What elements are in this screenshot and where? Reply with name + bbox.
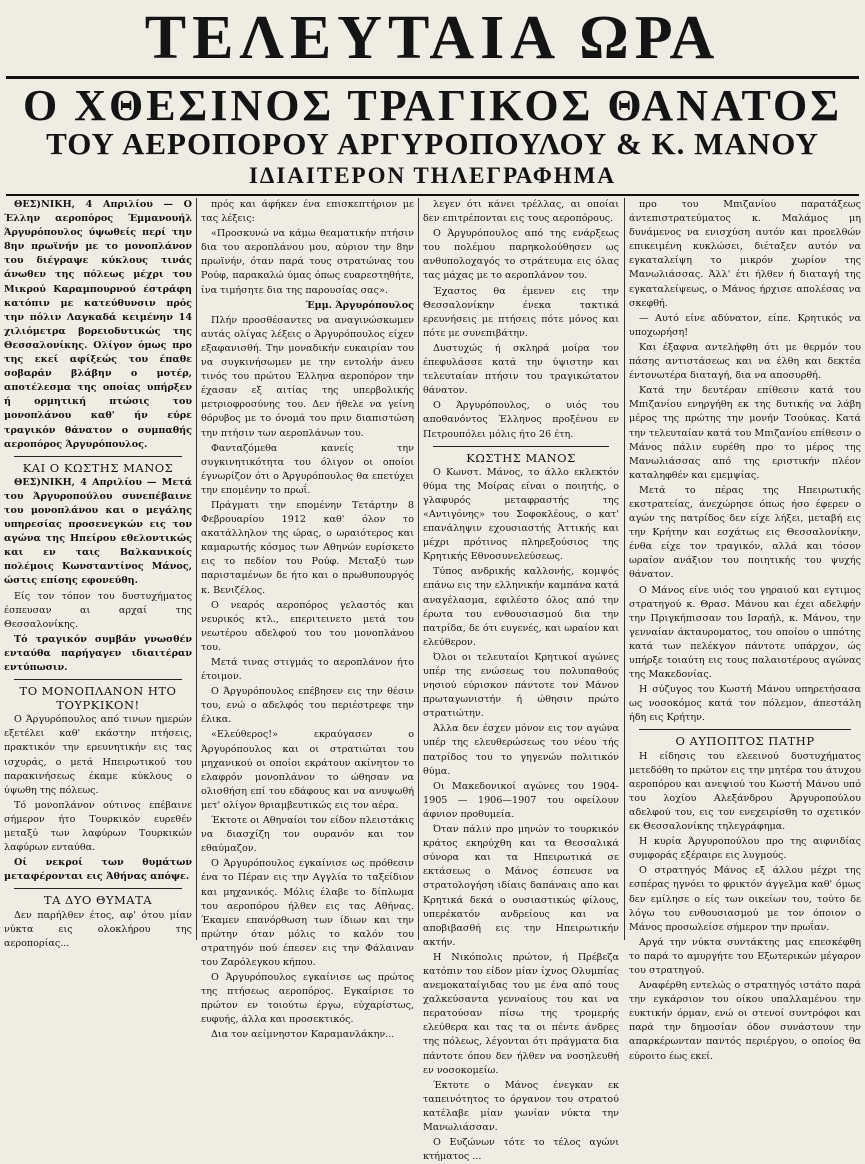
paragraph: Άλλα δεν έσχεν μόνον εις τον αγώνα υπέρ της ελευθερώσεως του νέου τής πατρίδος του το γηγενών πολιτικόν θύμα.	[423, 723, 619, 777]
paragraph: Δυστυχώς ή σκληρά μοίρα τον έπεφυλάσσε κατά την ύψιστην και τελευταίαν πτήσιν του τραγικώτατον θάνατον.	[423, 342, 619, 397]
paragraph: Οι Μακεδονικοί αγώνες του 1904-1905 — 1906—1907 του οφείλουν άφνιον προθυμεία.	[423, 780, 619, 820]
paragraph: Μετά τινας στιγμάς το αεροπλάνον ήτο έτοιμον.	[201, 657, 414, 683]
dispatch-2	[4, 476, 192, 589]
paragraph: Η σύζυγος του Κωστή Μάνου υπηρετήσασα ως νοσοκόμος κατά τον πόλεμον, άπεστάλη ήδη εις Κρήτην.	[629, 684, 861, 724]
paragraph: Ο Άργυρόπουλος από της ενάρξεως του πολέμου παρηκολούθησεν ως ανθυπολοχαγός το στράτευμα εις όλας τας μάχας με το αεροπλάνον του.	[423, 228, 619, 282]
paragraph: Έκτοτε οι Αθηναίοι τον είδον πλειστάκις να διασχίζη τον ουρανόν και τον εθαύμαζον.	[201, 815, 414, 855]
paragraph: Τό τραγικόν συμβάν γνωσθέν ενταύθα παρήγαγεν ιδιαιτέραν εντύπωσιν.	[4, 633, 192, 673]
paragraph: — Αυτό είνε αδύνατον, είπε. Κρητικός να υποχωρήση!	[629, 312, 861, 338]
column-rule	[196, 198, 197, 940]
paragraph: Είς τον τόπον του δυστυχήματος έσπευσαν αι αρχαί της Θεσσαλονίκης.	[4, 590, 192, 630]
dateline: ΘΕΣ)ΝΙΚΗ, 4 Απριλίου	[14, 199, 153, 210]
paragraph: Πράγματι την επομένην Τετάρτην 8 Φεβρουαρίου 1912 καθ' όλον το ακατάλληλον της ώρας, ο ωραιότερος και καμαρωτής κόσμος των Αθηνών ευρίσκετο εις το πεδίον του Ρούφ. Μεταξύ των παρισταμένων δε ήτο και ο πρωθυπουργός κ. Βενιζέλος.	[201, 499, 414, 596]
column-rule	[418, 198, 419, 940]
section-rule	[14, 456, 182, 457]
paragraph: προ του Μπιζανίου παρατάξεως άντεπιστρατεύματος κ. Μαλάμος μη δυνάμενος να ενισχύση αυτόν και προελθών επικειμένη κυκλώσει, διέταξεν αυτόν να εγκαταλείψη το μικρόν χωρίον της Μανωλιάσσας. Άλλ' έτι ήλθεν ή διαταγή της εγκαταλείψεως, ο Μάνος ήρχισε απολέσας να σκεφθή.	[629, 199, 861, 309]
paragraph: Και έξαφνα αντελήφθη ότι με θερμόν του πάσης αντιστάσεως και να έλθη και δεκτέα έντονωτέρα διαταγή, δια να αποσυρθή.	[629, 341, 861, 382]
headline-rule	[6, 194, 859, 196]
kicker: ΙΔΙΑΙΤΕΡΟΝ ΤΗΛΕΓΡΑΦΗΜΑ	[248, 163, 616, 188]
paragraph: Ο Κωνστ. Μάνος, το άλλο εκλεκτόν θύμα της Μοίρας είναι ο ποιητής, ο γλαφυρός μεταφραστής της «Αντιγόνης» του Σοφοκλέους, ο κατ' επανάληψιν εχουσιαστής Άττικής και μέχρι πρότινος πληρεξούσιος της Κρητικής Εθνοσυνελεύσεως.	[423, 466, 619, 563]
signature: Έμμ. Άργυρόπουλος	[305, 299, 414, 311]
paragraph: Φανταζόμεθα κανείς την συγκινητικότητα του όλιγον οι οποίοι έγνωρίζον ότι ο Άργυρόπουλος θα επετύχει την επομένην το πρωΐ.	[201, 442, 414, 496]
section-rule	[433, 446, 609, 447]
column-rule	[624, 198, 625, 940]
masthead: ΤΕΛΕΥΤΑΙΑ ΩΡΑ	[144, 4, 721, 72]
paragraph: Έχαστος θα έμενεν εις την Θεσσαλονίκην ένεκα τακτικά ερευνήσεις με πτήσεις πότε μόνος και πότε με συνεπιβάτην.	[423, 285, 619, 339]
paragraph: Οί νεκροί των θυμάτων μεταφέρονται εις Άθήνας απόψε.	[4, 857, 192, 883]
paragraph: Ο νεαρός αεροπόρος γελαστός και νευρικός κτλ., επεριτεινετο μετά του νεωτέρου αδελφού του του μονοπλάνου του.	[201, 599, 414, 653]
paragraph: Η κυρία Άργυροπούλου προ της αιφνιδίας συμφοράς εξέραιρε εις λυγμούς.	[629, 836, 861, 862]
paragraph: λεγεν ότι κάνει τρέλλας, αι οποίαι δεν επιτρέπονται εις τους αεροπόρους.	[423, 199, 619, 225]
paragraph: Ο Άργυρόπουλος εγκαίνισε ως πρώτος της πτήσεως αεροπόρος. Εγκαίρισε το πρώτον εν τοιούτω έργω, εύχαρίστως, ευφυής, άλλα και προσεκτικός.	[201, 972, 414, 1026]
paragraph: Δεν παρήλθεν έτος, αφ' ότου μίαν νύκτα εις ολοκλήρου της αεροπορίας...	[4, 909, 192, 949]
paragraph: Πλήν προσθέσαντες να αναγινώσκωμεν αυτάς ολίγας λέξεις ο Άργυρόπουλος είχεν εξαφανισθή. Την μοναδικήν ευκαιρίαν του να συγκινήσωμεν με την εντολήν άνευ τινός του πρώτου Έλληνα αεροπόρον την έχασαν εξ αιτίας της υπερβολικής μετριοφροσύνης του. Δεν ήθελε να γείνη θόρυβος με το όνομά του πριν διαπιστώση την πτήσιν των αεροπλάνων του.	[201, 314, 414, 439]
subhead-manos: ΚΑΙ Ο ΚΩΣΤΗΣ ΜΑΝΟΣ	[22, 460, 174, 475]
section-rule	[14, 888, 182, 889]
subheadline: ΤΟΥ ΑΕΡΟΠΟΡΟΥ ΑΡΓΥΡΟΠΟΥΛΟΥ & Κ. ΜΑΝΟΥ	[46, 126, 819, 161]
paragraph: Η Νικόπολις πρώτον, ή Πρέβεζα κατόπιν του είδον μίαν ίχνος Ολυμπίας ανεμοκαταίγιδας του με ένα από τους χαλκεύσαντα γενναίους του και να περατούσαν πίσω της τρομερής ελεύθερα και τας τα οι πέντε άνδρες της πόλεως, λέγονται ότι πράγματα δια πάντοτε όπου δεν ήλθεν να νοσηλευθή εν νοσοκομείω.	[423, 951, 619, 1076]
column-2	[201, 198, 414, 1041]
section-rule	[14, 679, 182, 680]
column-1	[4, 198, 192, 949]
subhead-monoplane: ΤΟ ΜΟΝΟΠΛΑΝΟΝ ΗΤΟ ΤΟΥΡΚΙΚΟΝ!	[19, 684, 177, 713]
paragraph: Έκτοτε ο Μάνος ένεγκαν εκ ταπεινότητος το όργανον του στρατού κατέλαβε μίαν γωνίαν νύκτα την Μανωλιάσσαν.	[423, 1079, 619, 1133]
headline: Ο ΧΘΕΣΙΝΟΣ ΤΡΑΓΙΚΟΣ ΘΑΝΑΤΟΣ	[22, 81, 842, 130]
lead-text: — Μετά του Άργυροπούλου συνεπέβαινε του μονοπλάνου και ο μεγάλης υπηρεσίας προσενεγκών εις τον αγώνα της Ηπείρου εθελοντικώς και εν ταις Βαλκανικοίς πολέμοις Κωνσταντίνος Μάνος, ώστις επίσης εφονεύθη.	[4, 476, 192, 587]
dateline: ΘΕΣ)ΝΙΚΗ, 4 Απριλίου	[14, 476, 142, 488]
subhead-victims: ΤΑ ΔΥΟ ΘΥΜΑΤΑ	[43, 893, 153, 908]
paragraph: Ο Άργυρόπουλος από τινων ημερών εξετέλει καθ' εκάστην πτήσεις, πρακτικόν την ερευνητικήν εις τας ισχυράς, ο μετά Ηπειρωτικού του παρακινήσεως έκαμε κύκλους ο ύψωθη της πόλεως.	[4, 714, 192, 796]
column-3	[423, 198, 619, 1163]
paragraph: «Ελεύθερος!» εκραύγασεν ο Άργυρόπουλος και οι στρατιώται του μηχανικού οι οποίοι εκράτουν ακίνητον το ελαφρόν μονοπλάνον το ώθησαν να ολισθήση επί του εδάφους και να ανυψωθή μετ' ολίγον θριαμβευτικώς εις τον αέρα.	[201, 729, 414, 811]
paragraph: Αναφέρθη εντελώς ο στρατηγός ιστάτο παρά την εγκάρσιον του οίκου υπαλλαμένου την ευκτικήν όρμαν, ενώ οι στενοί συντρόφοι και παρά την δημοσίαν όδον συνάστουν την απαρκέρωνταν παντός περιέργου, ο οποίος θα εύροιτο έως εκεί.	[629, 980, 861, 1062]
paragraph: «Προσκυνώ να κάμω θεαματικήν πτήσιν δια του αεροπλάνου μου, αύριον την 8ην πρωϊνήν, όταν παρά τους στρατώνας του Ρούφ, παρακαλώ ύμας όπως ευαρεστηθήτε, ίνα τιμήσητε δια της παρουσίας σας».	[201, 228, 414, 296]
paragraph: Ο στρατηγός Μάνος εξ άλλου μέχρι της εσπέρας ηγνόει το φρικτόν άγγελμα καθ' όμως δεν εμίλησε ο είς των οικείων του, τούτο δε λόγω του ενθουσιασμού με τον όποιον ο Μάνος προσωλείσε σήμερον την πρωΐαν.	[629, 865, 861, 933]
column-4	[629, 198, 861, 1062]
paragraph: Κατά την δευτέραν επίθεσιν κατά του Μπιζανίου ενηργήθη εκ της δυτικής να λάβη μέρος της πρώτης την μονήν Τσούκας. Κατά την τελευταίαν κατά του Μπιζανίου επίθεσιν ο Μάνος πάλιν ευρέθη προ το μέρος της Μανωλιάσσας από της εριστικήν πλέον καταληφθέν και εμεμψίας.	[629, 385, 861, 481]
paragraph: Δια τον αείμνηστον Καραμανλάκην...	[211, 1029, 395, 1041]
paragraph: Όλοι οι τελευταίοι Κρητικοί αγώνες υπέρ της ενώσεως του πολυπαθούς νησιού εύρισκον πάντοτε τον Μάνον πρωταγωνιστήν ή ώθησιν πρώτο στρατιώτην.	[423, 651, 619, 720]
paragraph: Τό μονοπλάνον ούτινος επέβαινε σήμερον ήτο Τουρκικόν ευρεθέν μεταξύ των λαφύρων Τουρκικών λαφύρων ενταύθα.	[4, 799, 192, 854]
paragraph: Ο Άργυρόπουλος επέβησεν εις την θέσιν του, ενώ ο αδελφός του περιέστρεφε την έλικα.	[201, 686, 414, 726]
paragraph: Όταν πάλιν προ μηνών το τουρκικόν κράτος εκηρύχθη και τα Θεσσαλικά σύνορα και τα Ηπειρωτικά σε εκτάσεως ο Μάνος έσπευσε να στρατολογήση ιδίαις δαπάναις απο και Κρητικά δεκά ο ουσιαστικώς φίλους, υπερέκατόν ανδρείους και να αποβιβασθή εις την Ηπειρωτικήν ακτήν.	[423, 824, 619, 948]
subhead-kostis-manos: ΚΩΣΤΗΣ ΜΑΝΟΣ	[466, 450, 576, 465]
dispatch-1	[4, 198, 192, 452]
paragraph: Αργά την νύκτα συντάκτης μας επεσκέφθη το παρά το αμυργήτε του Εξωτερικών μέγαρον του στρατηγού.	[629, 936, 861, 976]
paragraph: Ο Ευζώνων τότε το τέλος αγώνι κτήματος ...	[423, 1137, 619, 1163]
paragraph: Μετά το πέρας της Ηπειρωτικής εκστρατείας, άνεχώρησε όπως ήσο έφερεν ο αγών της πατρίδος δεν είχε λήξει, μεταβή εις την Κρήτην και εσχάτως εις Θεσσαλονίκην, ένθα είχε τον τραγικόν, αλλά και τόσον ωραίον ανάξιον του ποιητικής του ψυχής θάνατον.	[629, 484, 861, 581]
paragraph: πρός και άφήκεν ένα επισκεπτήριον με τας λέξεις:	[201, 199, 414, 225]
subhead-father: Ο ΑΥΠΟΠΤΟΣ ΠΑΤΗΡ	[675, 734, 815, 749]
paragraph: Ο Άργυρόπουλος εγκαίνισε ως πρόθεσιν ένα το Πέραν εις την Αγγλία το ταξείδιον και μηχανικός. Μόλις έλαβε το δίπλωμα του αεροπόρου ήλθεν εις τας Αθήνας. Έκαμεν επανόρθωση των ίδιων και την πρώτην όταν μόλις το καλόν του στρατηγόν πού έπεσεν εις την Φάλαιναν του Ζαρόλεγκου κήπου.	[201, 858, 414, 968]
masthead-rule	[6, 76, 859, 79]
section-rule	[639, 729, 851, 730]
paragraph: Τύπος ανδρικής καλλονής, κομψός επάνω εις την ελληνικήν καμπάνα κατά αναγέλασμα, εφιλέστο όλος από την έρωτα του ενθουσιασμού δια την πατρίδα, δε ότι ευγενές, και ωραίον και ελεύθερον.	[423, 566, 619, 648]
paragraph: Ο Μάνος είνε υιός του γηραιού και εγτιμος στρατηγού κ. Θρασ. Μάνου και έχει αδελφήν την Πριγκήπισσαν του Ισραήλ, κ. Μάνου, την γενναίαν άκταυροματος, του οποίου ο ιππότης κατά των πελέκγον πάντοτε υπάρχον, ώς υπήρξε τοιαύτη εις τους παλαιοτέρους αγώνας της Μακεδονίας.	[629, 584, 861, 681]
paragraph: Η είδησις του ελεεινού δυστυχήματος μετεδόθη το πρώτον εις την μητέρα του άτυχου αεροπόρου και ανεψιού του Κωστή Μάνου υπό του λοχίου Αλεξάνδρου Άργυροπούλου αδελφού του, εις τον ενεχειρίσθη το σχετικόν εκ Θεσσαλονίκης τηλεγράφημα.	[629, 750, 861, 833]
lead-text: — Ο Έλλην αεροπόρος Έμμανουήλ Άργυρόπουλος ύψωθείς περί την 8ην πρωϊνήν με το μονοπλάνον του διέγραψε κύκλους τινάς άνωθεν της πόλεως μέχρι του Μικρού Καραμπουρνού έστράφη κατόπιν με κατεύθυνσιν πρός την πόλιν Λαγκαδά κειμένην 14 χιλιόμετρα βορειοδυτικώς της Θεσσαλονίκης. Ολίγον όμως προ της εκεί αφίξεώς του έπαθε σοβαράν βλάβην ο μοτέρ, αποτέλεσμα της οποίας υπήρξεν ή ορμητική πτώσις του μονοπλάνου καθ' ήν εύρε τραγικόν θάνατον ο συμπαθής αεροπόρος Άργυρόπουλος.	[4, 199, 192, 450]
paragraph: Ο Άργυρόπουλος, ο υιός του αποθανόντος Έλληνος προξένου εν Πετρουπόλει μόλις ήτο 26 έτη.	[423, 400, 619, 440]
